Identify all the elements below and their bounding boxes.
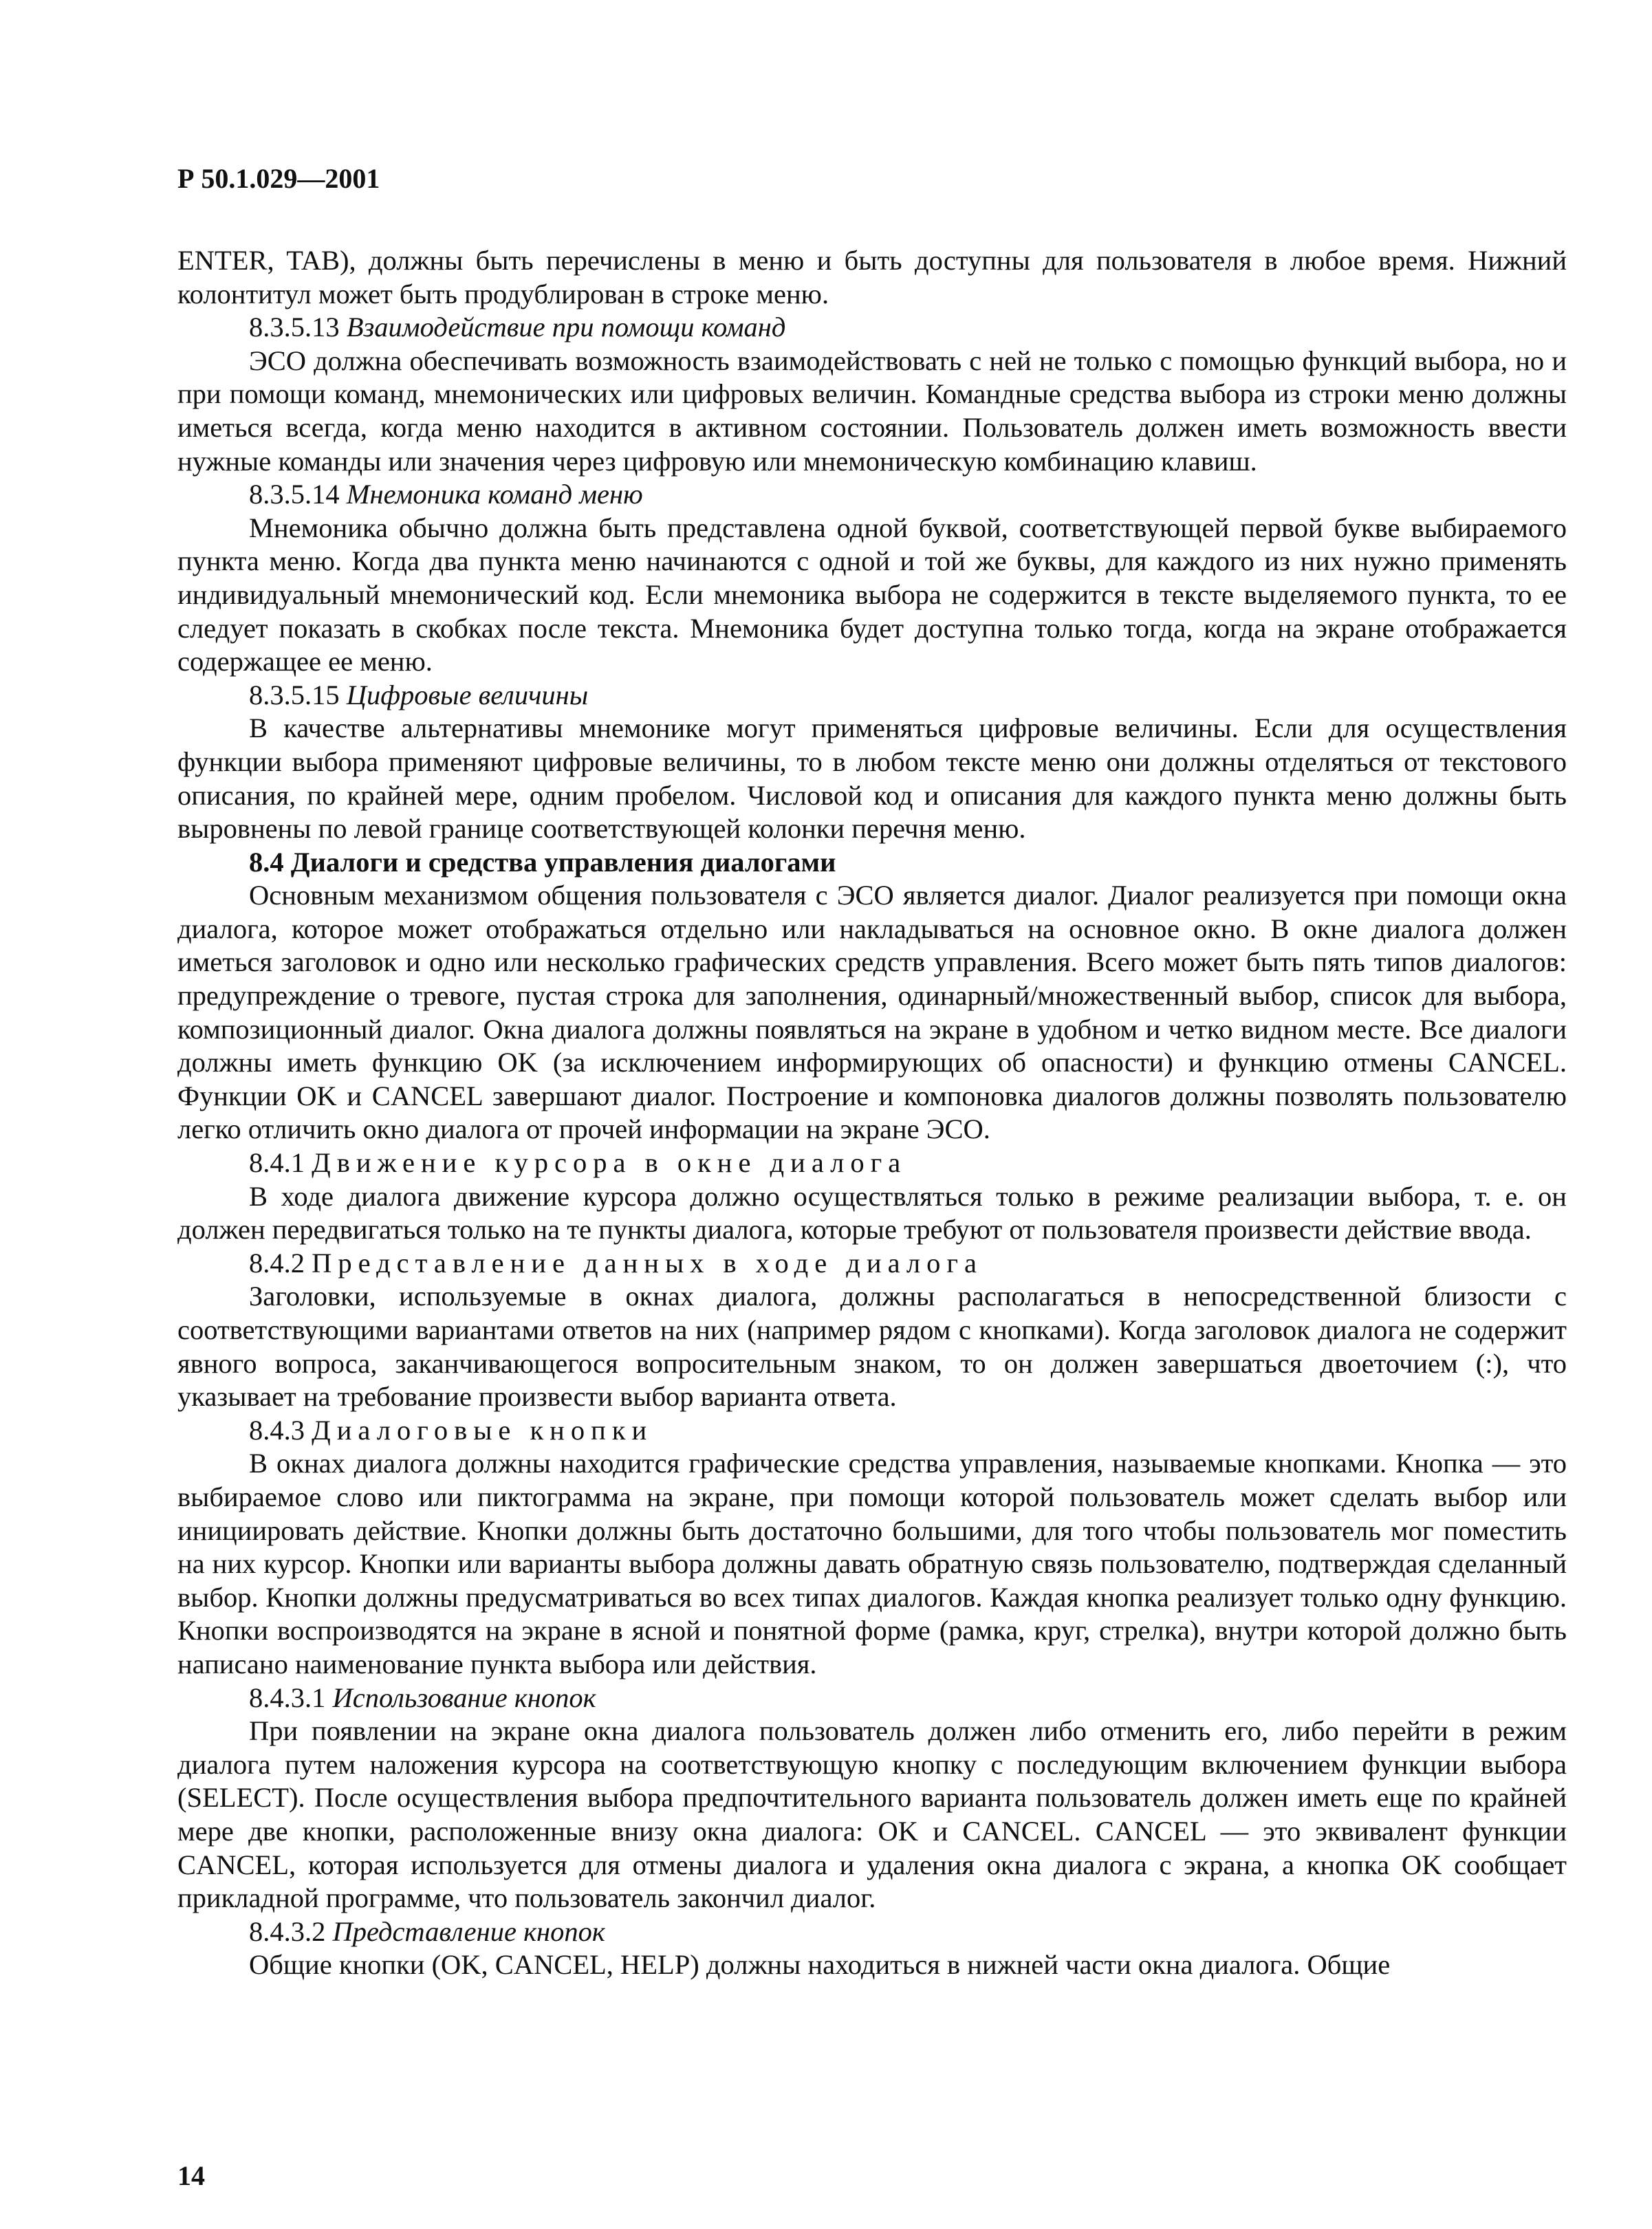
paragraph: ENTER, TAB), должны быть перечислены в меню и быть доступны для пользователя в любое время. Нижний колонтитул может быть продублирован в строке меню.: [177, 245, 1567, 309]
section-number: 8.4.3: [249, 1414, 305, 1446]
section-title: Диалоговые кнопки: [312, 1414, 653, 1446]
section-heading: [177, 478, 1567, 512]
document-header: Р 50.1.029—2001: [177, 163, 380, 194]
section-heading: [177, 1682, 1567, 1715]
section-title: Представление кнопок: [332, 1915, 605, 1947]
paragraph: В ходе диалога движение курсора должно осуществляться только в режиме реализации выбора, т. е. он должен передвигаться только на те пункты диалога, которые требуют от пользователя произвести действие ввода.: [177, 1180, 1567, 1246]
paragraph: ЭСО должна обеспечивать возможность взаимодействовать с ней не только с помощью функций выбора, но и при помощи команд, мнемонических или цифровых величин. Командные средства выбора из строки меню должны иметься всегда, когда меню находится в активном состоянии. Пользователь должен иметь возможность ввести нужные команды или значения через цифровую или мнемоническую комбинацию клавиш.: [177, 345, 1567, 477]
paragraph: При появлении на экране окна диалога пользователь должен либо отменить его, либо перейти в режим диалога путем наложения курсора на соответствующую кнопку с последующим включением функции выбора (SELECT). После осуществления выбора предпочтительного варианта пользователь должен иметь еще по крайней мере две кнопки, расположенные внизу окна диалога: OK и CANCEL. CANCEL — это эквивалент функции CANCEL, которая используется для отмены диалога и удаления окна диалога с экрана, а кнопка OK сообщает прикладной программе, что пользователь закончил диалог.: [177, 1715, 1567, 1914]
section-heading: [177, 1247, 1567, 1281]
section-heading: [177, 1146, 1567, 1180]
section-number: 8.4.2: [249, 1247, 305, 1279]
section-title: Использование кнопок: [332, 1682, 596, 1713]
page-number: 14: [177, 2160, 205, 2191]
section-title: Диалоги и средства управления диалогами: [290, 846, 836, 878]
paragraph: Общие кнопки (OK, CANCEL, HELP) должны находиться в нижней части окна диалога. Общие: [249, 1949, 1391, 1981]
section-number: 8.3.5.15: [249, 679, 340, 710]
section-title: Цифровые величины: [346, 679, 589, 710]
section-title: Взаимодействие при помощи команд: [346, 312, 786, 343]
section-heading: [177, 846, 1567, 880]
section-heading: [177, 311, 1567, 345]
section-title: Мнемоника команд меню: [346, 479, 643, 510]
paragraph: Заголовки, используемые в окнах диалога, должны располагаться в непосредственной близости с соответствующими вариантами ответов на них (например рядом с кнопками). Когда заголовок диалога не содержит явного вопроса, заканчивающегося вопросительным знаком, то он должен завершаться двоеточием (:), что указывает на требование произвести выбор варианта ответа.: [177, 1281, 1567, 1413]
section-heading: [177, 1915, 1567, 1949]
document-body: [177, 244, 1567, 1982]
section-number: 8.4.3.1: [249, 1682, 326, 1713]
paragraph: Мнемоника обычно должна быть представлена одной буквой, соответствующей первой букве выбираемого пункта меню. Когда два пункта меню начинаются с одной и той же буквы, для каждого из них нужно применять индивидуальный мнемонический код. Если мнемоника выбора не содержится в тексте выделяемого пункта, то ее следует показать в скобках после текста. Мнемоника будет доступна только тогда, когда на экране отображается содержащее ее меню.: [177, 512, 1567, 677]
paragraph: В качестве альтернативы мнемонике могут применяться цифровые величины. Если для осуществления функции выбора применяют цифровые величины, то в любом тексте меню они должны отделяться от текстового описания, по крайней мере, одним пробелом. Числовой код и описания для каждого пункта меню должны быть выровнены по левой границе соответствующей колонки перечня меню.: [177, 713, 1567, 845]
section-number: 8.4: [249, 846, 284, 878]
section-number: 8.3.5.13: [249, 312, 340, 343]
section-number: 8.3.5.14: [249, 479, 340, 510]
section-number: 8.4.1: [249, 1147, 305, 1179]
paragraph: В окнах диалога должны находится графические средства управления, называемые кнопками. Кнопка — это выбираемое слово или пиктограмма на экране, при помощи которой пользователь может сделать выбор или инициировать действие. Кнопки должны быть достаточно большими, для того чтобы пользователь мог поместить на них курсор. Кнопки или варианты выбора должны давать обратную связь пользователю, подтверждая сделанный выбор. Кнопки должны предусматриваться во всех типах диалогов. Каждая кнопка реализует только одну функцию. Кнопки воспроизводятся на экране в ясной и понятной форме (рамка, круг, стрелка), внутри которой должно быть написано наименование пункта выбора или действия.: [177, 1448, 1567, 1679]
paragraph: Основным механизмом общения пользователя с ЭСО является диалог. Диалог реализуется при помощи окна диалога, которое может отображаться отдельно или накладываться на основное окно. В окне диалога должен иметься заголовок и одно или несколько графических средств управления. Всего может быть пять типов диалогов: предупреждение о тревоге, пустая строка для заполнения, одинарный/множественный выбор, список для выбора, композиционный диалог. Окна диалога должны появляться на экране в удобном и четко видном месте. Все диалоги должны иметь функцию OK (за исключением информирующих об опасности) и функцию отмены CANCEL. Функции OK и CANCEL завершают диалог. Построение и компоновка диалогов должны позволять пользователю легко отличить окно диалога от прочей информации на экране ЭСО.: [177, 880, 1567, 1145]
section-number: 8.4.3.2: [249, 1915, 326, 1947]
section-heading: [177, 679, 1567, 713]
section-title: Представление данных в ходе диалога: [312, 1247, 983, 1279]
section-title: Движение курсора в окне диалога: [312, 1147, 907, 1179]
section-heading: [177, 1414, 1567, 1448]
